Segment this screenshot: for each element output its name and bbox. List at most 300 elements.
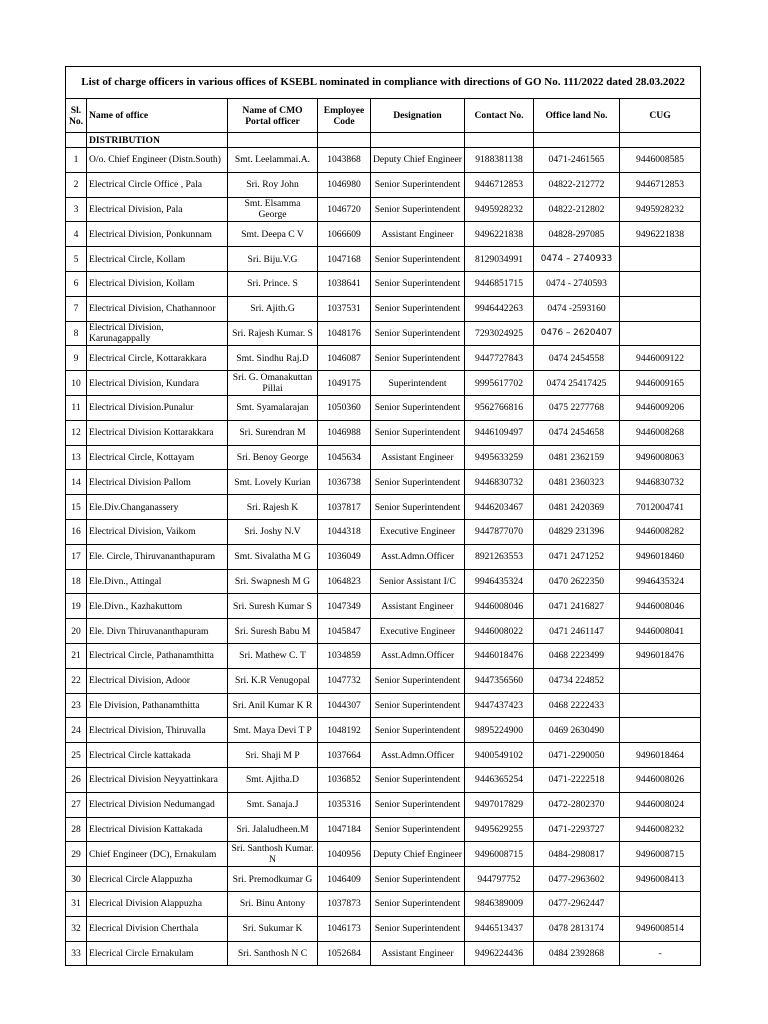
employee-code-cell: 1052684 [318, 941, 371, 966]
landline-cell: 0468 2223499 [534, 643, 620, 668]
sl-cell: 13 [66, 445, 87, 470]
cug-cell: 9446008024 [620, 792, 701, 817]
designation-cell: Senior Superintendent [371, 247, 465, 272]
landline-cell: 0481 2362159 [534, 445, 620, 470]
officer-cell: Smt. Sindhu Raj.D [228, 346, 318, 371]
officer-cell: Sri. Shaji M P [228, 743, 318, 768]
table-row [66, 445, 701, 470]
designation-cell: Senior Superintendent [371, 172, 465, 197]
contact-cell: 9446109497 [465, 420, 534, 445]
sl-cell: 22 [66, 668, 87, 693]
sl-cell: 21 [66, 643, 87, 668]
employee-code-cell: 1036852 [318, 767, 371, 792]
contact-cell: 9846389009 [465, 891, 534, 916]
office-cell: Electrical Division Pallom [87, 470, 228, 495]
cug-cell: 9446008046 [620, 594, 701, 619]
contact-cell: 9495928232 [465, 197, 534, 222]
landline-cell: 04829 231396 [534, 519, 620, 544]
table-row [66, 594, 701, 619]
office-cell: Ele.Divn., Kazhakuttom [87, 594, 228, 619]
charge-officers-table [65, 66, 701, 966]
contact-cell: 9446365254 [465, 767, 534, 792]
table-header-row [66, 99, 701, 133]
employee-code-cell: 1037664 [318, 743, 371, 768]
office-cell: Electrical Circle, Kollam [87, 247, 228, 272]
designation-cell: Senior Superintendent [371, 495, 465, 520]
contact-cell: 9188381138 [465, 148, 534, 173]
cug-cell: 9446008268 [620, 420, 701, 445]
office-cell: Electrical Division, Pala [87, 197, 228, 222]
document-sheet [65, 66, 700, 966]
sl-cell: 30 [66, 867, 87, 892]
office-cell: Electrical Division Kattakada [87, 817, 228, 842]
cug-cell: 9495928232 [620, 197, 701, 222]
employee-code-cell: 1045847 [318, 619, 371, 644]
contact-cell: 9497017829 [465, 792, 534, 817]
officer-cell: Smt. Sanaja.J [228, 792, 318, 817]
contact-cell: 9446008022 [465, 619, 534, 644]
sl-cell: 20 [66, 619, 87, 644]
sl-cell: 8 [66, 321, 87, 346]
employee-code-cell: 1047168 [318, 247, 371, 272]
cug-cell: 9446009165 [620, 371, 701, 396]
officer-cell: Smt. Sivalatha M G [228, 544, 318, 569]
table-row [66, 767, 701, 792]
employee-code-cell: 1049175 [318, 371, 371, 396]
office-cell: Elecrical Circle Alappuzha [87, 867, 228, 892]
employee-code-cell: 1047732 [318, 668, 371, 693]
table-row [66, 867, 701, 892]
office-cell: Ele.Div.Changanassery [87, 495, 228, 520]
contact-cell: 9995617702 [465, 371, 534, 396]
sl-cell: 6 [66, 271, 87, 296]
header-employee-code: Employee Code [318, 99, 371, 133]
header-contact-no: Contact No. [465, 99, 534, 133]
employee-code-cell: 1038641 [318, 271, 371, 296]
contact-cell: 9446513437 [465, 916, 534, 941]
landline-cell: 0477-2962447 [534, 891, 620, 916]
contact-cell: 9946435324 [465, 569, 534, 594]
employee-code-cell: 1047184 [318, 817, 371, 842]
landline-cell: 0481 2420369 [534, 495, 620, 520]
sl-cell: 25 [66, 743, 87, 768]
section-row [66, 133, 701, 148]
landline-cell: 0471-2290050 [534, 743, 620, 768]
table-row [66, 395, 701, 420]
employee-code-cell: 1046980 [318, 172, 371, 197]
contact-cell: 9496221838 [465, 222, 534, 247]
sl-cell: 5 [66, 247, 87, 272]
sl-cell: 1 [66, 148, 87, 173]
sl-cell: 23 [66, 693, 87, 718]
officer-cell: Sri. Roy John [228, 172, 318, 197]
table-row [66, 817, 701, 842]
table-row [66, 743, 701, 768]
designation-cell: Senior Superintendent [371, 395, 465, 420]
office-cell: Electrical Division Nedumangad [87, 792, 228, 817]
designation-cell: Senior Superintendent [371, 891, 465, 916]
header-designation: Designation [371, 99, 465, 133]
designation-cell: Assistant Engineer [371, 594, 465, 619]
landline-cell: 04822-212802 [534, 197, 620, 222]
officer-cell: Sri. Biju.V.G [228, 247, 318, 272]
designation-cell: Executive Engineer [371, 619, 465, 644]
sl-cell: 19 [66, 594, 87, 619]
cug-cell: 9496008063 [620, 445, 701, 470]
cug-cell: 9446008282 [620, 519, 701, 544]
employee-code-cell: 1034859 [318, 643, 371, 668]
landline-cell: 0474 25417425 [534, 371, 620, 396]
officer-cell: Sri. Surendran M [228, 420, 318, 445]
officer-cell: Sri. Suresh Kumar S [228, 594, 318, 619]
landline-cell: 04822-212772 [534, 172, 620, 197]
contact-cell: 944797752 [465, 867, 534, 892]
landline-cell: 0471-2222518 [534, 767, 620, 792]
designation-cell: Senior Superintendent [371, 867, 465, 892]
section-title: DISTRIBUTION [87, 133, 228, 148]
sl-cell: 26 [66, 767, 87, 792]
employee-code-cell: 1046409 [318, 867, 371, 892]
table-row [66, 296, 701, 321]
employee-code-cell: 1046720 [318, 197, 371, 222]
cug-cell: 9446008585 [620, 148, 701, 173]
table-row [66, 544, 701, 569]
office-cell: Electrical Division.Punalur [87, 395, 228, 420]
contact-cell: 7293024925 [465, 321, 534, 346]
officer-cell: Sri. Jalaludheen.M [228, 817, 318, 842]
landline-cell: 0471 2416827 [534, 594, 620, 619]
contact-cell: 9496008715 [465, 842, 534, 867]
employee-code-cell: 1037817 [318, 495, 371, 520]
contact-cell: 9446018476 [465, 643, 534, 668]
contact-cell: 9495633259 [465, 445, 534, 470]
officer-cell: Smt. Syamalarajan [228, 395, 318, 420]
office-cell: Electrical Division, Chathannoor [87, 296, 228, 321]
landline-cell: 0474 2454558 [534, 346, 620, 371]
landline-cell: 0471-2461565 [534, 148, 620, 173]
office-cell: Electrical Circle, Pathanamthitta [87, 643, 228, 668]
cug-cell: 9446009122 [620, 346, 701, 371]
table-row [66, 842, 701, 867]
landline-cell: 0471 2471252 [534, 544, 620, 569]
table-row [66, 495, 701, 520]
office-cell: Electrical Division, Karunagappally [87, 321, 228, 346]
cug-cell: 9496008413 [620, 867, 701, 892]
cug-cell: 7012004741 [620, 495, 701, 520]
landline-cell: 0474 -2593160 [534, 296, 620, 321]
contact-cell: 9447437423 [465, 693, 534, 718]
employee-code-cell: 1043868 [318, 148, 371, 173]
designation-cell: Senior Superintendent [371, 718, 465, 743]
table-row [66, 222, 701, 247]
sl-cell: 12 [66, 420, 87, 445]
table-row [66, 420, 701, 445]
officer-cell: Sri. K.R Venugopal [228, 668, 318, 693]
sl-cell: 9 [66, 346, 87, 371]
cug-cell: 9496018464 [620, 743, 701, 768]
header-sl-no: Sl. No. [66, 99, 87, 133]
employee-code-cell: 1044307 [318, 693, 371, 718]
office-cell: Electrical Division, Ponkunnam [87, 222, 228, 247]
office-cell: Elecrical Circle Ernakulam [87, 941, 228, 966]
table-row [66, 619, 701, 644]
designation-cell: Senior Superintendent [371, 792, 465, 817]
contact-cell: 9447877070 [465, 519, 534, 544]
contact-cell: 8129034991 [465, 247, 534, 272]
designation-cell: Senior Superintendent [371, 470, 465, 495]
contact-cell: 9400549102 [465, 743, 534, 768]
table-body [66, 148, 701, 966]
cug-cell: 9446712853 [620, 172, 701, 197]
landline-cell: 0471 2461147 [534, 619, 620, 644]
officer-cell: Sri. Swapnesh M G [228, 569, 318, 594]
landline-cell: 04734 224852 [534, 668, 620, 693]
landline-cell: 0484-2980817 [534, 842, 620, 867]
table-row [66, 643, 701, 668]
landline-cell: 0468 2222433 [534, 693, 620, 718]
officer-cell: Sri. Rajesh Kumar. S [228, 321, 318, 346]
sl-cell: 16 [66, 519, 87, 544]
office-cell: Electrical Division, Vaikom [87, 519, 228, 544]
office-cell: Elecrical Division Cherthala [87, 916, 228, 941]
sl-cell: 33 [66, 941, 87, 966]
office-cell: Electrical Circle kattakada [87, 743, 228, 768]
office-cell: Ele Division, Pathanamthitta [87, 693, 228, 718]
designation-cell: Assistant Engineer [371, 445, 465, 470]
sl-cell: 24 [66, 718, 87, 743]
designation-cell: Asst.Admn.Officer [371, 544, 465, 569]
cug-cell [620, 271, 701, 296]
header-office-land-no: Office land No. [534, 99, 620, 133]
contact-cell: 9446203467 [465, 495, 534, 520]
table-row [66, 371, 701, 396]
landline-cell: 0475 2277768 [534, 395, 620, 420]
contact-cell: 9446851715 [465, 271, 534, 296]
sl-cell: 31 [66, 891, 87, 916]
designation-cell: Senior Superintendent [371, 420, 465, 445]
cug-cell [620, 891, 701, 916]
landline-cell: 0478 2813174 [534, 916, 620, 941]
employee-code-cell: 1066609 [318, 222, 371, 247]
sl-cell: 14 [66, 470, 87, 495]
header-cug: CUG [620, 99, 701, 133]
cug-cell [620, 668, 701, 693]
contact-cell: 8921263553 [465, 544, 534, 569]
employee-code-cell: 1037531 [318, 296, 371, 321]
sl-cell: 28 [66, 817, 87, 842]
cug-cell: 9496008715 [620, 842, 701, 867]
employee-code-cell: 1050360 [318, 395, 371, 420]
sl-cell: 7 [66, 296, 87, 321]
designation-cell: Assistant Engineer [371, 941, 465, 966]
table-row [66, 247, 701, 272]
sl-cell: 3 [66, 197, 87, 222]
office-cell: Ele. Divn Thiruvananthapuram [87, 619, 228, 644]
contact-cell: 9446008046 [465, 594, 534, 619]
office-cell: Ele.Divn., Attingal [87, 569, 228, 594]
office-cell: Electrical Division, Kundara [87, 371, 228, 396]
table-row [66, 148, 701, 173]
designation-cell: Asst.Admn.Officer [371, 743, 465, 768]
sl-cell: 11 [66, 395, 87, 420]
employee-code-cell: 1048192 [318, 718, 371, 743]
landline-cell: 0484 2392868 [534, 941, 620, 966]
office-cell: Electrical Circle Office , Pala [87, 172, 228, 197]
table-row [66, 569, 701, 594]
officer-cell: Smt. Maya Devi T P [228, 718, 318, 743]
officer-cell: Sri. Mathew C. T [228, 643, 318, 668]
table-row [66, 519, 701, 544]
employee-code-cell: 1046087 [318, 346, 371, 371]
landline-cell: 0474 2454658 [534, 420, 620, 445]
designation-cell: Senior Superintendent [371, 668, 465, 693]
officer-cell: Smt. Elsamma George [228, 197, 318, 222]
officer-cell: Sri. Suresh Babu M [228, 619, 318, 644]
designation-cell: Deputy Chief Engineer [371, 842, 465, 867]
contact-cell: 9447356560 [465, 668, 534, 693]
landline-cell: 0472-2802370 [534, 792, 620, 817]
designation-cell: Executive Engineer [371, 519, 465, 544]
cug-cell: 9446008232 [620, 817, 701, 842]
contact-cell: 9562766816 [465, 395, 534, 420]
designation-cell: Senior Superintendent [371, 321, 465, 346]
officer-cell: Smt. Ajitha.D [228, 767, 318, 792]
sl-cell: 2 [66, 172, 87, 197]
sl-cell: 10 [66, 371, 87, 396]
cug-cell: 9446008041 [620, 619, 701, 644]
employee-code-cell: 1048176 [318, 321, 371, 346]
office-cell: Chief Engineer (DC), Ernakulam [87, 842, 228, 867]
designation-cell: Senior Superintendent [371, 693, 465, 718]
landline-cell: 0470 2622350 [534, 569, 620, 594]
designation-cell: Superintendent [371, 371, 465, 396]
cug-cell: 9496018460 [620, 544, 701, 569]
officer-cell: Sri. Anil Kumar K R [228, 693, 318, 718]
sl-cell: 32 [66, 916, 87, 941]
designation-cell: Senior Superintendent [371, 271, 465, 296]
table-row [66, 916, 701, 941]
office-cell: Elecrical Division Alappuzha [87, 891, 228, 916]
contact-cell: 9946442263 [465, 296, 534, 321]
officer-cell: Sri. Binu Antony [228, 891, 318, 916]
landline-cell: 0476 – 2620407 [534, 321, 620, 346]
officer-cell: Sri. Santhosh N C [228, 941, 318, 966]
employee-code-cell: 1046988 [318, 420, 371, 445]
designation-cell: Senior Superintendent [371, 916, 465, 941]
officer-cell: Sri. Rajesh K [228, 495, 318, 520]
employee-code-cell: 1036049 [318, 544, 371, 569]
table-row [66, 346, 701, 371]
cug-cell [620, 247, 701, 272]
designation-cell: Deputy Chief Engineer [371, 148, 465, 173]
table-row [66, 668, 701, 693]
designation-cell: Senior Superintendent [371, 197, 465, 222]
employee-code-cell: 1036738 [318, 470, 371, 495]
table-row [66, 718, 701, 743]
table-row [66, 172, 701, 197]
office-cell: Ele. Circle, Thiruvananthapuram [87, 544, 228, 569]
sl-cell: 27 [66, 792, 87, 817]
table-row [66, 470, 701, 495]
employee-code-cell: 1037873 [318, 891, 371, 916]
table-row [66, 271, 701, 296]
designation-cell: Senior Superintendent [371, 296, 465, 321]
office-cell: Electrical Division, Thiruvalla [87, 718, 228, 743]
designation-cell: Senior Superintendent [371, 767, 465, 792]
table-row [66, 197, 701, 222]
office-cell: Electrical Circle, Kottayam [87, 445, 228, 470]
landline-cell: 0477-2963602 [534, 867, 620, 892]
officer-cell: Smt. Leelammai.A. [228, 148, 318, 173]
landline-cell: 04828-297085 [534, 222, 620, 247]
officer-cell: Sri. Benoy George [228, 445, 318, 470]
sl-cell: 15 [66, 495, 87, 520]
contact-cell: 9446830732 [465, 470, 534, 495]
table-row [66, 891, 701, 916]
contact-cell: 9446712853 [465, 172, 534, 197]
sl-cell: 4 [66, 222, 87, 247]
officer-cell: Sri. G. Omanakuttan Pillai [228, 371, 318, 396]
employee-code-cell: 1035316 [318, 792, 371, 817]
cug-cell [620, 718, 701, 743]
document-title: List of charge officers in various offices of KSEBL nominated in compliance with directions of GO No. 111/2022 dated 28.03.2022 [66, 67, 701, 99]
office-cell: O/o. Chief Engineer (Distn.South) [87, 148, 228, 173]
designation-cell: Senior Assistant I/C [371, 569, 465, 594]
cug-cell: 9946435324 [620, 569, 701, 594]
office-cell: Electrical Circle, Kottarakkara [87, 346, 228, 371]
cug-cell [620, 321, 701, 346]
landline-cell: 0471-2293727 [534, 817, 620, 842]
designation-cell: Senior Superintendent [371, 817, 465, 842]
office-cell: Electrical Division Kottarakkara [87, 420, 228, 445]
sl-cell: 17 [66, 544, 87, 569]
table-row [66, 321, 701, 346]
landline-cell: 0474 - 2740593 [534, 271, 620, 296]
cug-cell: 9446830732 [620, 470, 701, 495]
officer-cell: Sri. Santhosh Kumar. N [228, 842, 318, 867]
officer-cell: Sri. Ajith.G [228, 296, 318, 321]
cug-cell: 9446008026 [620, 767, 701, 792]
employee-code-cell: 1047349 [318, 594, 371, 619]
officer-cell: Smt. Deepa C V [228, 222, 318, 247]
landline-cell: 0474 – 2740933 [534, 247, 620, 272]
employee-code-cell: 1046173 [318, 916, 371, 941]
contact-cell: 9447727843 [465, 346, 534, 371]
officer-cell: Sri. Sukumar K [228, 916, 318, 941]
designation-cell: Asst.Admn.Officer [371, 643, 465, 668]
employee-code-cell: 1044318 [318, 519, 371, 544]
cug-cell: 9496008514 [620, 916, 701, 941]
cug-cell: 9496221838 [620, 222, 701, 247]
officer-cell: Sri. Joshy N.V [228, 519, 318, 544]
cug-cell: - [620, 941, 701, 966]
employee-code-cell: 1040956 [318, 842, 371, 867]
header-name-of-office: Name of office [87, 99, 228, 133]
table-row [66, 693, 701, 718]
employee-code-cell: 1045634 [318, 445, 371, 470]
contact-cell: 9495629255 [465, 817, 534, 842]
office-cell: Electrical Division, Kollam [87, 271, 228, 296]
office-cell: Electrical Division, Adoor [87, 668, 228, 693]
cug-cell [620, 693, 701, 718]
cug-cell: 9496018476 [620, 643, 701, 668]
officer-cell: Sri. Prince. S [228, 271, 318, 296]
sl-cell: 18 [66, 569, 87, 594]
officer-cell: Sri. Premodkumar G [228, 867, 318, 892]
office-cell: Electrical Division Neyyattinkara [87, 767, 228, 792]
landline-cell: 0481 2360323 [534, 470, 620, 495]
employee-code-cell: 1064823 [318, 569, 371, 594]
